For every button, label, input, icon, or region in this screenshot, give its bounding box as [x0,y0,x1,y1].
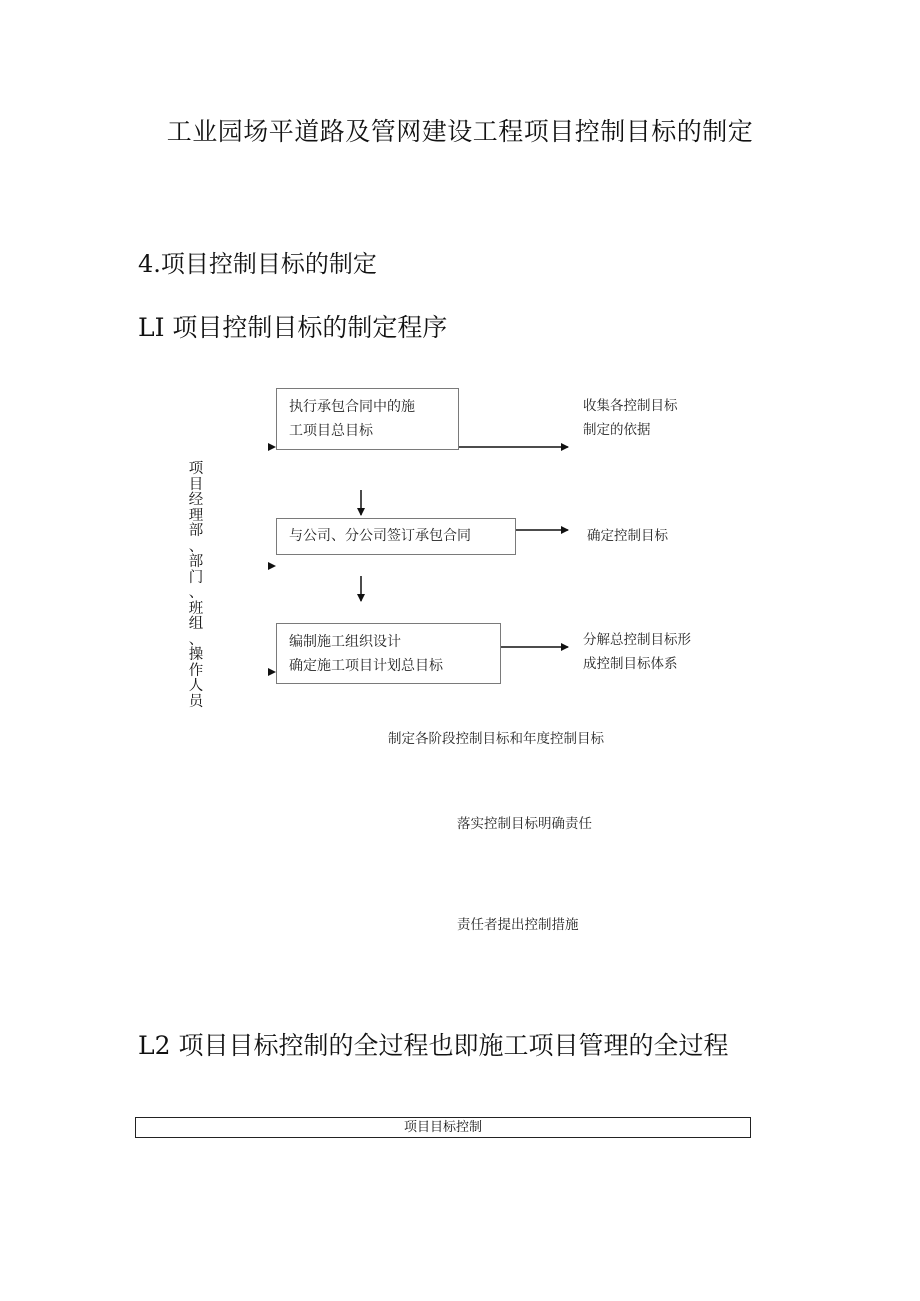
side-label-char: 组 [188,616,204,632]
flow-box-line: 与公司、分公司签订承包合同 [289,528,471,544]
entry-arrowhead [268,562,276,570]
flow-box-line: 编制施工组织设计 [289,634,401,650]
side-label-char: 人 [188,678,204,694]
note-line: 制定的依据 [583,422,651,438]
flow-step-stage-targets: 制定各阶段控制目标和年度控制目标 [388,731,604,747]
document-title: 工业园场平道路及管网建设工程项目控制目标的制定 [166,117,754,146]
side-label-char: 项 [188,461,204,477]
side-label-char: 班 [188,600,204,617]
note-line: 成控制目标体系 [583,656,678,672]
flow-step-control-measures: 责任者提出控制措施 [457,917,579,933]
side-label-char: 操 [188,647,204,663]
side-label-char: 部 [188,554,204,570]
section-heading-1-1: LI 项目控制目标的制定程序 [138,313,448,342]
entry-arrowhead [268,668,276,676]
side-label-char: 、 [188,585,204,601]
flow-box-line: 工项目总目标 [289,423,373,439]
flow-box-line: 确定施工项目计划总目标 [289,658,443,674]
side-label-char: 门 [188,569,204,586]
flow-box-line: 执行承包合同中的施 [289,399,415,415]
note-line: 收集各控制目标 [583,398,678,414]
project-target-control-box: 项目目标控制 [135,1117,751,1138]
side-label-char: 部 [188,523,204,539]
side-label-char: 作 [188,662,204,679]
flow-step-assign-responsibility: 落实控制目标明确责任 [457,816,592,832]
section-heading-1-2: L2 项目目标控制的全过程也即施工项目管理的全过程 [138,1031,729,1060]
side-label-char: 、 [188,631,204,648]
side-label-char: 目 [188,476,204,493]
note-line: 分解总控制目标形 [583,632,691,648]
side-label-char: 经 [188,492,204,508]
side-label-char: 、 [188,538,204,555]
side-label-char: 员 [188,693,204,710]
section-heading-4: 4.项目控制目标的制定 [138,250,377,278]
note-determine-targets: 确定控制目标 [587,528,668,544]
entry-arrowhead [268,443,276,451]
side-label-char: 理 [188,507,204,524]
